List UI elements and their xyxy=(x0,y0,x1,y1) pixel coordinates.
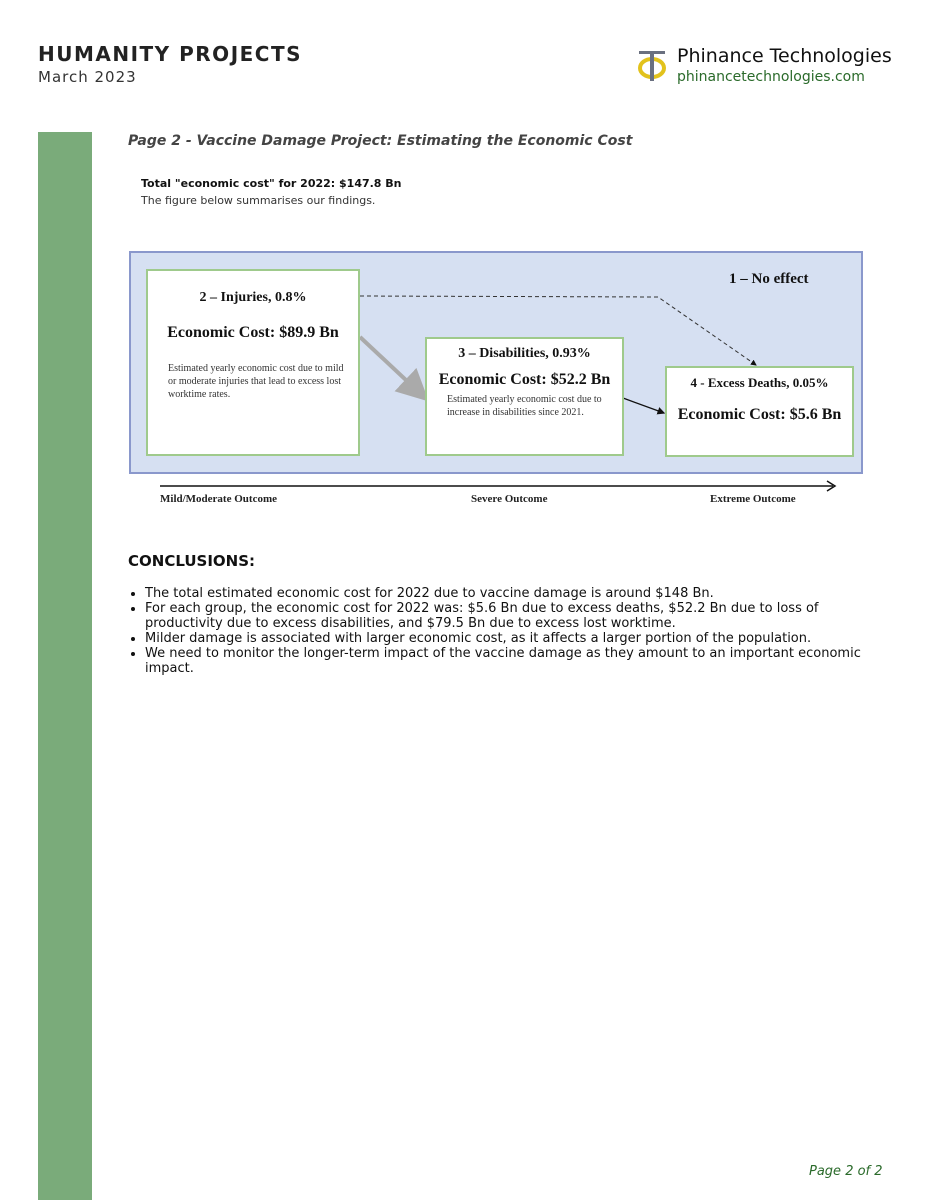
outcome-axis-arrow xyxy=(155,479,840,493)
page-title: Page 2 - Vaccine Damage Project: Estimating the Economic Cost xyxy=(128,133,633,149)
disabilities-title: 3 – Disabilities, 0.93% xyxy=(458,346,591,361)
company-website[interactable]: phinancetechnologies.com xyxy=(677,69,865,85)
list-item: • For each group, the economic cost for 2022 was: $5.6 Bn due to excess deaths, $52.2 Bn due to loss of productivity due to excess disabilities, and $79.5 Bn due to excess lost worktime. xyxy=(145,601,868,631)
company-name: Phinance Technologies xyxy=(677,45,892,67)
list-item: • Milder damage is associated with larger economic cost, as it affects a larger portion of the population. xyxy=(145,631,868,646)
injuries-title: 2 – Injuries, 0.8% xyxy=(199,290,307,305)
axis-label-extreme: Extreme Outcome xyxy=(710,493,796,505)
deaths-title: 4 - Excess Deaths, 0.05% xyxy=(690,375,829,390)
axis-label-mild: Mild/Moderate Outcome xyxy=(160,493,277,505)
list-item: • We need to monitor the longer-term impact of the vaccine damage as they amount to an important economic impact. xyxy=(145,646,868,676)
injuries-cost: Economic Cost: $89.9 Bn xyxy=(167,324,339,341)
deaths-box xyxy=(665,366,854,457)
green-sidebar xyxy=(38,132,92,1200)
summary-note: The figure below summarises our findings. xyxy=(141,194,376,207)
conclusions-list xyxy=(128,586,868,676)
disabilities-desc: Estimated yearly economic cost due to increase in disabilities since 2021. xyxy=(447,394,602,418)
disabilities-cost: Economic Cost: $52.2 Bn xyxy=(438,371,611,388)
deaths-cost: Economic Cost: $5.6 Bn xyxy=(677,406,842,423)
injuries-desc: Estimated yearly economic cost due to mild or moderate injuries that lead to excess lost worktime rates. xyxy=(168,363,344,400)
document-date: March 2023 xyxy=(38,68,137,86)
total-cost: Total "economic cost" for 2022: $147.8 Bn xyxy=(141,177,402,190)
disabilities-to-deaths-arrow xyxy=(623,398,664,413)
injuries-box xyxy=(146,269,360,456)
conclusions-heading: CONCLUSIONS: xyxy=(128,552,256,570)
document-title: HUMANITY PROJECTS xyxy=(38,42,303,66)
list-item: • The total estimated economic cost for 2022 due to vaccine damage is around $148 Bn. xyxy=(145,586,868,601)
disabilities-box xyxy=(425,337,624,456)
outcome-diagram xyxy=(129,251,863,474)
no-effect-label: 1 – No effect xyxy=(729,271,809,287)
page-number: Page 2 of 2 xyxy=(809,1164,883,1179)
phi-logo-icon xyxy=(636,48,668,82)
injuries-to-disabilities-arrow xyxy=(360,337,423,396)
axis-label-severe: Severe Outcome xyxy=(471,493,548,505)
